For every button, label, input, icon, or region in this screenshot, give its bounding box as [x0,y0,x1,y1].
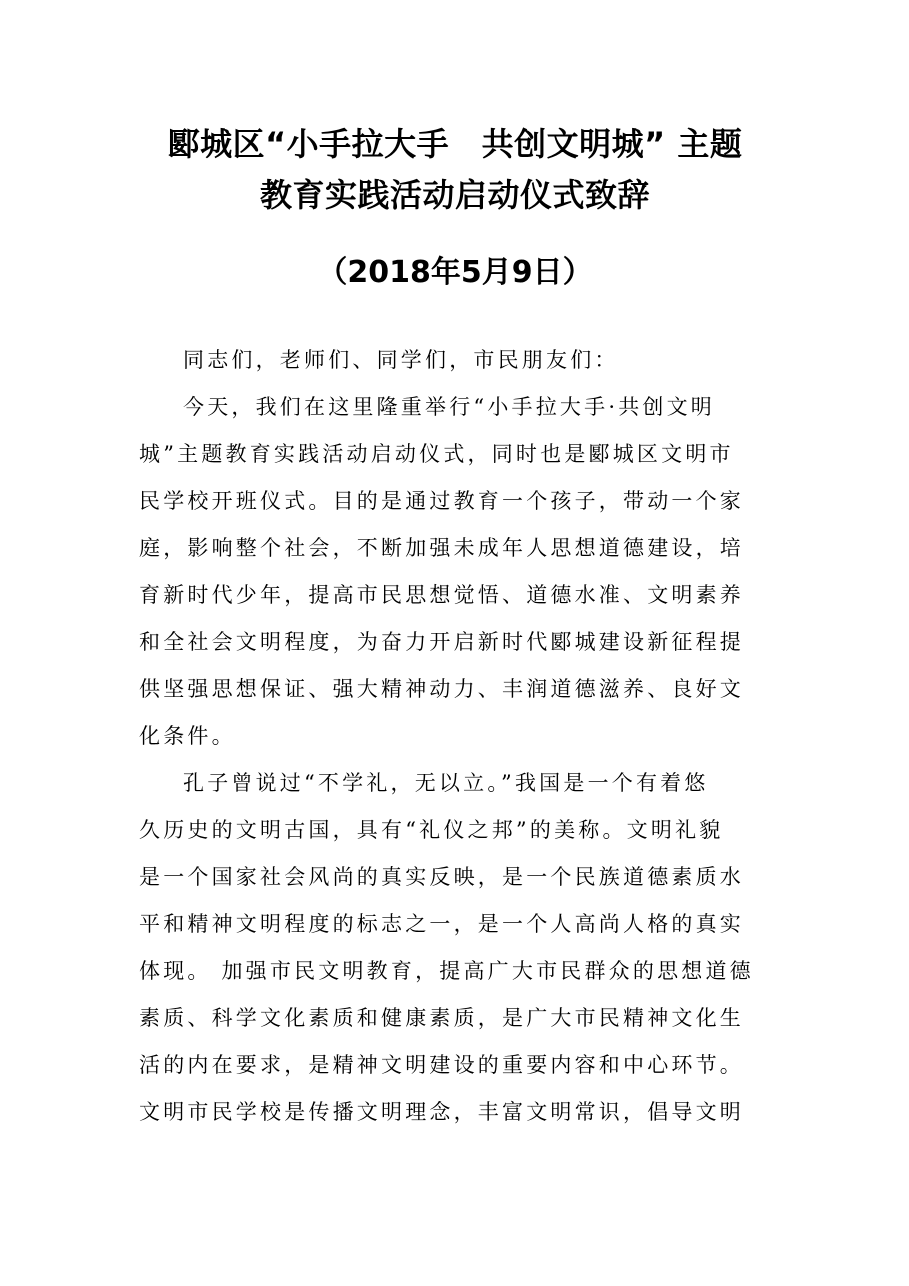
paragraph-line: 供坚强思想保证、强大精神动力、丰润道德滋养、良好文 [139,677,744,701]
paragraph-2 [139,760,771,1136]
greeting-line: 同志们，老师们、同学们，市民朋友们： [183,348,619,372]
paragraph-line: 素质、科学文化素质和健康素质，是广大市民精神文化生 [139,1006,744,1030]
paragraph-line: 久历史的文明古国，具有“礼仪之邦”的美称。文明礼貌 [139,818,724,842]
paragraph-line: 育新时代少年，提高市民思想觉悟、道德水准、文明素养 [139,583,744,607]
paragraph-line: 是一个国家社会风尚的真实反映，是一个民族道德素质水 [139,865,744,889]
paragraph-line: 体现。 加强市民文明教育，提高广大市民群众的思想道德 [139,959,754,983]
document-date: （2018年5月9日） [317,255,593,290]
document-title-line-1: 郾城区“小手拉大手 共创文明城” 主题 [167,125,743,163]
paragraph-line: 今天，我们在这里隆重举行“小手拉大手·共创文明 [183,395,716,419]
paragraph-line: 民学校开班仪式。目的是通过教育一个孩子，带动一个家 [139,489,744,513]
greeting-paragraph [139,337,771,384]
paragraph-line: 化条件。 [139,724,236,748]
paragraph-line: 平和精神文明程度的标志之一，是一个人高尚人格的真实 [139,912,744,936]
paragraph-line: 城”主题教育实践活动启动仪式，同时也是郾城区文明市 [139,442,734,466]
paragraph-line: 和全社会文明程度，为奋力开启新时代郾城建设新征程提 [139,630,744,654]
document-title-line-2: 教育实践活动启动仪式致辞 [259,176,650,214]
paragraph-line: 庭，影响整个社会，不断加强未成年人思想道德建设，培 [139,536,744,560]
paragraph-1 [139,384,771,760]
paragraph-line: 文明市民学校是传播文明理念，丰富文明常识，倡导文明 [139,1100,744,1124]
paragraph-line: 活的内在要求，是精神文明建设的重要内容和中心环节。 [139,1053,744,1077]
paragraph-line: 孔子曾说过“不学礼，无以立。”我国是一个有着悠 [183,771,709,795]
